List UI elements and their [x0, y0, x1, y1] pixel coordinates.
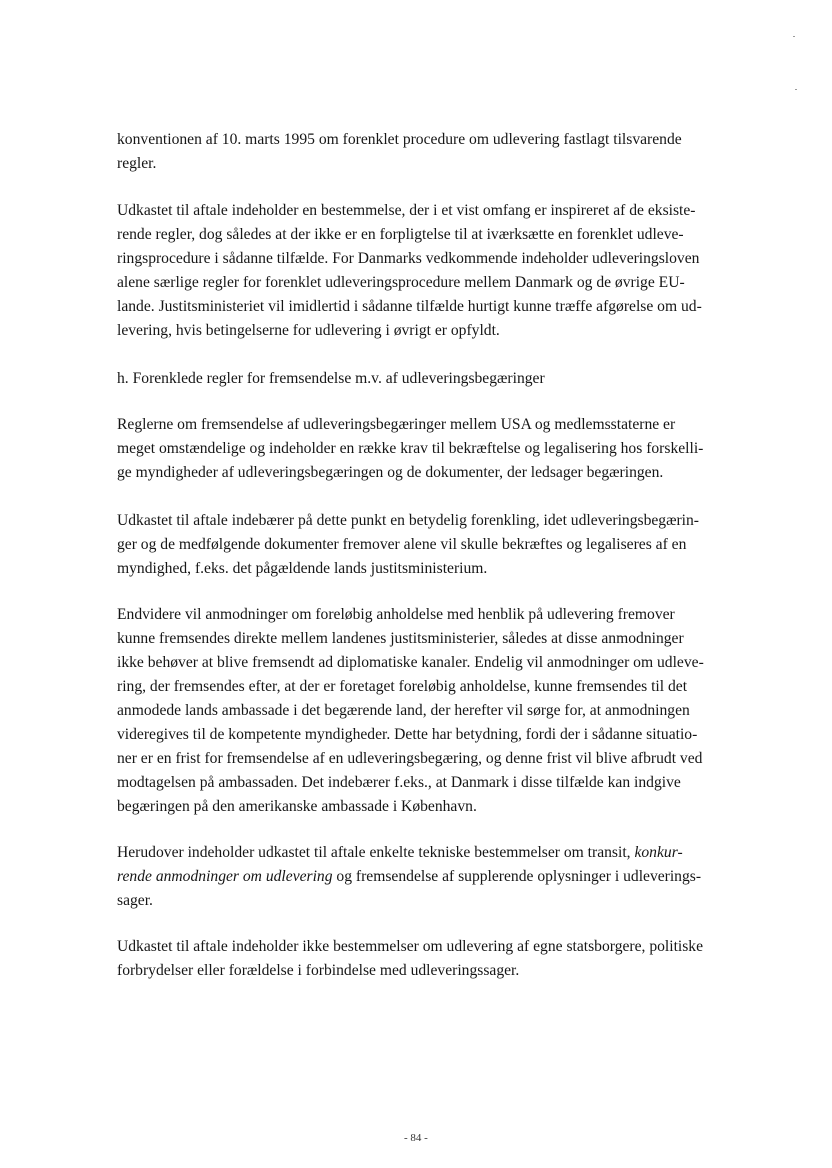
- text-line: Endvidere vil anmodninger om foreløbig anholdelse med henblik på udlevering fremover: [117, 606, 675, 623]
- paragraph-5: [117, 603, 704, 819]
- section-heading: h. Forenklede regler for fremsendelse m.v. af udleveringsbegæringer: [117, 370, 545, 387]
- text-line: ikke behøver at blive fremsendt ad diplomatiske kanaler. Endelig vil anmodninger om udleve-: [117, 654, 704, 671]
- text-line: levering, hvis betingelserne for udlevering i øvrigt er opfyldt.: [117, 322, 500, 339]
- scan-speck: [795, 89, 797, 90]
- text-line: [117, 841, 701, 865]
- paragraph-3: [117, 413, 703, 485]
- text-line: regler.: [117, 155, 157, 172]
- text-line: lande. Justitsministeriet vil imidlertid i sådanne tilfælde hurtigt kunne træffe afgørelse om ud-: [117, 298, 702, 315]
- text-line: konventionen af 10. marts 1995 om forenklet procedure om udlevering fastlagt tilsvarende: [117, 131, 682, 148]
- text-line: ring, der fremsendes efter, at der er foretaget foreløbig anholdelse, kunne fremsendes til det: [117, 678, 688, 695]
- text-line: rende regler, dog således at der ikke er en forpligtelse til at iværksætte en forenklet udleve-: [117, 226, 684, 243]
- text-line: meget omstændelige og indeholder en række krav til bekræftelse og legalisering hos forskelli-: [117, 440, 704, 457]
- text-line: anmodede lands ambassade i det begærende land, der herefter vil sørge for, at anmodningen: [117, 702, 690, 719]
- paragraph-6: [117, 841, 701, 913]
- text-line: kunne fremsendes direkte mellem landenes justitsministerier, således at disse anmodninger: [117, 630, 684, 647]
- text-line: begæringen på den amerikanske ambassade i København.: [117, 798, 477, 815]
- text-line: ner er en frist for fremsendelse af en udleveringsbegæring, og denne frist vil blive afbrudt ved: [117, 750, 703, 767]
- paragraph-7: [117, 935, 703, 983]
- text-line: ger og de medfølgende dokumenter fremover alene vil skulle bekræftes og legaliseres af en: [117, 536, 687, 553]
- paragraph-4: [117, 509, 699, 581]
- text-run: og fremsendelse af supplerende oplysninger i udleverings-: [332, 868, 702, 885]
- text-line: Udkastet til aftale indeholder en bestemmelse, der i et vist omfang er inspireret af de eksiste-: [117, 202, 696, 219]
- text-line: sager.: [117, 892, 153, 909]
- text-line: Udkastet til aftale indebærer på dette punkt en betydelig forenkling, idet udleveringsbegærin-: [117, 512, 699, 529]
- italic-text: rende anmodninger om udlevering: [117, 868, 333, 885]
- text-line: ringsprocedure i sådanne tilfælde. For Danmarks vedkommende indeholder udleveringsloven: [117, 250, 700, 267]
- text-line: Udkastet til aftale indeholder ikke bestemmelser om udlevering af egne statsborgere, politiske: [117, 938, 704, 955]
- text-line: videregives til de kompetente myndigheder. Dette har betydning, fordi der i sådanne situatio-: [117, 726, 698, 743]
- text-line: forbrydelser eller forældelse i forbindelse med udleveringssager.: [117, 962, 520, 979]
- paragraph-1: [117, 128, 682, 176]
- text-line: ge myndigheder af udleveringsbegæringen og de dokumenter, der ledsager begæringen.: [117, 464, 664, 481]
- page-number: - 84 -: [404, 1132, 428, 1144]
- italic-text: konkur-: [634, 844, 683, 861]
- text-line: [117, 865, 701, 889]
- text-line: alene særlige regler for forenklet udleveringsprocedure mellem Danmark og de øvrige EU-: [117, 274, 685, 291]
- text-run: Herudover indeholder udkastet til aftale enkelte tekniske bestemmelser om transit,: [117, 844, 635, 861]
- scan-speck: [793, 36, 795, 37]
- text-line: Reglerne om fremsendelse af udleveringsbegæringer mellem USA og medlemsstaterne er: [117, 416, 676, 433]
- paragraph-2: [117, 199, 702, 343]
- text-line: modtagelsen på ambassaden. Det indebærer f.eks., at Danmark i disse tilfælde kan indgive: [117, 774, 681, 791]
- text-line: myndighed, f.eks. det pågældende lands justitsministerium.: [117, 560, 488, 577]
